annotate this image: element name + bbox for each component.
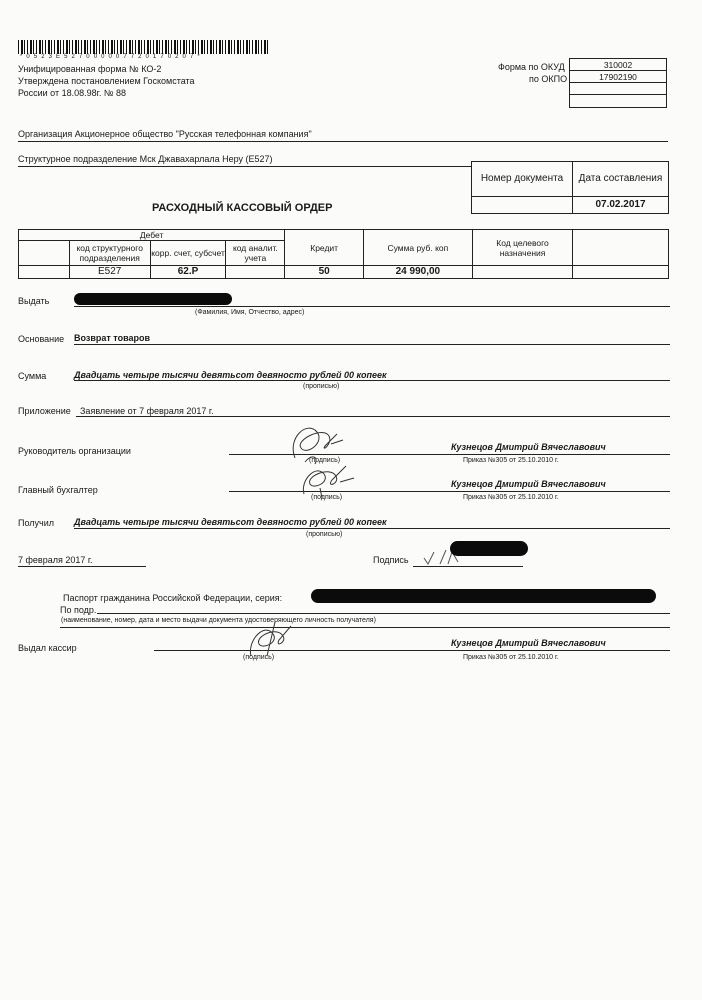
corr-account-value: 62.Р (150, 266, 226, 279)
corr-account-header: корр. счет, субсчет (150, 241, 226, 266)
passport-by-label: По подр. (60, 605, 97, 615)
purpose-value (472, 266, 573, 279)
okpo-label: по ОКПО (529, 74, 568, 84)
received-label: Получил (18, 518, 54, 528)
analytic-code-header: код аналит. учета (226, 241, 285, 266)
struct-code-value: E527 (69, 266, 150, 279)
received-words-caption: (прописью) (306, 531, 343, 538)
accountant-sign-caption: (подпись) (311, 494, 343, 501)
cashier-sign-caption: (подпись) (243, 654, 275, 661)
head-order-ref: Приказ №305 от 25.10.2010 г. (463, 457, 559, 464)
redacted-recipient-name (74, 293, 232, 305)
cashier-name: Кузнецов Дмитрий Вячеславович (451, 638, 606, 648)
passport-label: Паспорт гражданина Российской Федерации, серия: (63, 593, 283, 603)
issue-caption: (Фамилия, Имя, Отчество, адрес) (195, 309, 305, 316)
subdivision: Структурное подразделение Мск Джавахарлала Неру (E527) (18, 154, 273, 164)
doc-number-date-table (471, 161, 669, 214)
okud-value: 310002 (570, 59, 667, 71)
head-name: Кузнецов Дмитрий Вячеславович (451, 442, 606, 452)
cashier-label: Выдал кассир (18, 643, 77, 653)
issue-label: Выдать (18, 296, 50, 306)
form-line-3: России от 18.08.98г. № 88 (18, 88, 126, 98)
basis-label: Основание (18, 334, 65, 344)
received-date: 7 февраля 2017 г. (18, 555, 93, 565)
accountant-order-ref: Приказ №305 от 25.10.2010 г. (463, 494, 559, 501)
basis-value: Возврат товаров (74, 333, 151, 343)
struct-code-header: код структурного подразделения (69, 241, 150, 266)
head-sign-caption: (подпись) (309, 457, 341, 464)
attachment-label: Приложение (18, 406, 71, 416)
redacted-recipient-signature (450, 541, 528, 556)
sum-label: Сумма (18, 371, 47, 381)
sum-words: Двадцать четыре тысячи девятьсот девяносто рублей 00 копеек (74, 370, 387, 380)
okud-box (569, 58, 667, 108)
credit-value: 50 (285, 266, 364, 279)
analytic-code-value (226, 266, 285, 279)
form-line-1: Унифицированная форма № КО-2 (18, 64, 162, 74)
doc-date-label: Дата составления (573, 162, 669, 197)
sum-header: Сумма руб. коп (364, 230, 473, 266)
debit-credit-table (18, 229, 669, 279)
credit-header: Кредит (285, 230, 364, 266)
sum-words-caption: (прописью) (303, 383, 340, 390)
okud-label: Форма по ОКУД (498, 62, 565, 72)
head-label: Руководитель организации (18, 446, 131, 456)
cashier-order-ref: Приказ №305 от 25.10.2010 г. (463, 654, 559, 661)
sum-value: 24 990,00 (364, 266, 473, 279)
accountant-signature (296, 458, 366, 500)
debit-header: Дебет (19, 230, 285, 241)
organization: Организация Акционерное общество "Русская телефонная компания" (18, 129, 312, 139)
passport-caption: (наименование, номер, дата и место выдачи документа удостоверяющего личность получателя) (61, 617, 376, 624)
redacted-passport (311, 589, 656, 603)
accountant-label: Главный бухгалтер (18, 485, 98, 495)
signature-label: Подпись (373, 555, 409, 565)
page-title: РАСХОДНЫЙ КАССОВЫЙ ОРДЕР (152, 202, 333, 214)
doc-number-value (472, 197, 573, 214)
barcode (18, 40, 270, 54)
barcode-digits: * 0 5 2 3 E 5 2 7 0 0 0 0 0 7 7 2 0 1 7 0 2 0 7 * (20, 54, 201, 60)
doc-number-label: Номер документа (472, 162, 573, 197)
doc-date-value: 07.02.2017 (573, 197, 669, 214)
accountant-name: Кузнецов Дмитрий Вячеславович (451, 479, 606, 489)
purpose-header: Код целевого назначения (472, 230, 573, 266)
cashier-signature (245, 612, 305, 662)
attachment-value: Заявление от 7 февраля 2017 г. (80, 406, 214, 416)
received-words: Двадцать четыре тысячи девятьсот девяносто рублей 00 копеек (74, 517, 387, 527)
okpo-value: 17902190 (570, 71, 667, 83)
form-line-2: Утверждена постановлением Госкомстата (18, 76, 195, 86)
